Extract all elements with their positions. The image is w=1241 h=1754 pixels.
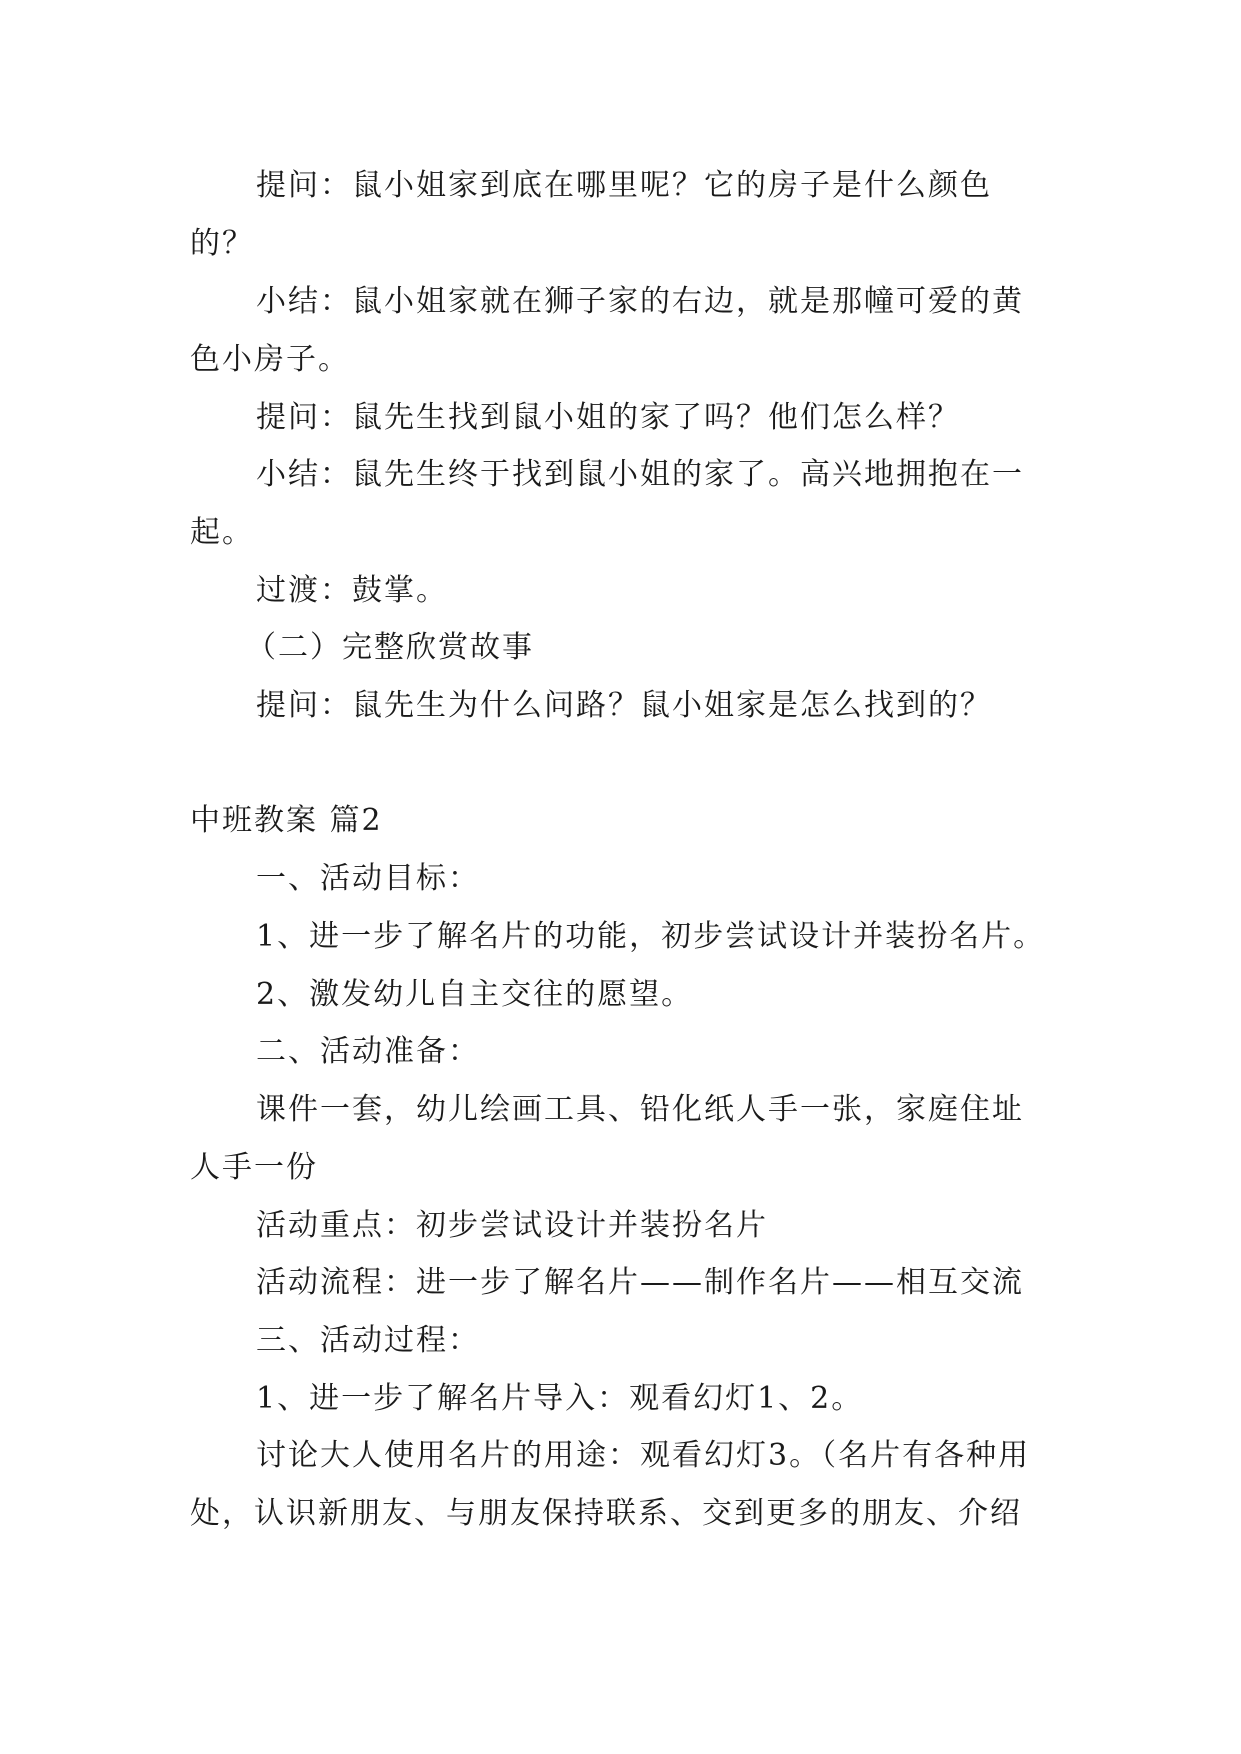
paragraph-line: 色小房子。 [190, 342, 350, 377]
paragraph-line: 二、活动准备： [256, 1034, 480, 1069]
paragraph-line: 提问：鼠先生找到鼠小姐的家了吗？他们怎么样？ [256, 400, 960, 435]
paragraph-line: 课件一套，幼儿绘画工具、铅化纸人手一张，家庭住址 [256, 1092, 1024, 1127]
paragraph-line: 1、进一步了解名片导入：观看幻灯1、2。 [256, 1381, 864, 1416]
paragraph-line: 讨论大人使用名片的用途：观看幻灯3。（名片有各种用 [256, 1438, 1031, 1473]
paragraph-line: 小结：鼠小姐家就在狮子家的右边，就是那幢可爱的黄 [256, 284, 1024, 319]
paragraph-line: 一、活动目标： [256, 861, 480, 896]
paragraph-line: 提问：鼠先生为什么问路？鼠小姐家是怎么找到的？ [256, 688, 992, 723]
section-subheading: （二）完整欣赏故事 [246, 630, 534, 665]
paragraph-line: 1、进一步了解名片的功能，初步尝试设计并装扮名片。 [256, 919, 1046, 954]
paragraph-line: 提问：鼠小姐家到底在哪里呢？它的房子是什么颜色 [256, 168, 992, 203]
paragraph-line: 的？ [190, 226, 254, 261]
paragraph-line: 人手一份 [190, 1150, 318, 1185]
paragraph-line: 过渡：鼓掌。 [256, 573, 448, 608]
paragraph-line: 处，认识新朋友、与朋友保持联系、交到更多的朋友、介绍 [190, 1496, 1022, 1531]
paragraph-line: 三、活动过程： [256, 1323, 480, 1358]
paragraph-line: 2、激发幼儿自主交往的愿望。 [256, 977, 694, 1012]
paragraph-line: 起。 [190, 515, 254, 550]
section-heading: 中班教案 篇2 [190, 803, 383, 838]
paragraph-line: 小结：鼠先生终于找到鼠小姐的家了。高兴地拥抱在一 [256, 457, 1024, 492]
paragraph-line: 活动流程：进一步了解名片——制作名片——相互交流 [256, 1265, 1024, 1300]
paragraph-line: 活动重点：初步尝试设计并装扮名片 [256, 1208, 768, 1243]
